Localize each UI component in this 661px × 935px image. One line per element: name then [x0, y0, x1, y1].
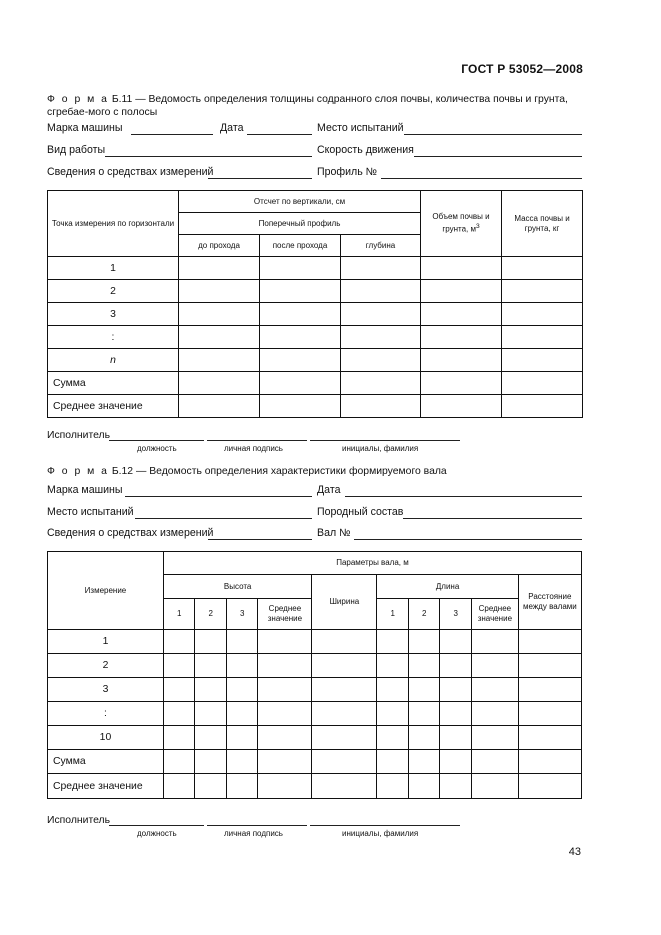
position-caption: должность	[137, 444, 177, 453]
table-cell[interactable]	[341, 372, 421, 395]
signature-caption: личная подпись	[224, 829, 283, 838]
table-cell[interactable]	[440, 630, 472, 654]
table-cell[interactable]	[518, 654, 581, 678]
table-cell[interactable]	[518, 630, 581, 654]
table-cell[interactable]	[226, 702, 258, 726]
table-cell[interactable]	[312, 630, 377, 654]
table-cell[interactable]	[163, 726, 195, 750]
table-cell[interactable]	[502, 372, 583, 395]
table-cell[interactable]	[440, 654, 472, 678]
col-header-volume	[421, 191, 502, 257]
table-cell[interactable]	[179, 372, 260, 395]
shaft-label: Вал №	[317, 527, 351, 539]
col-header-after: после прохода	[260, 235, 341, 257]
row-label: 3	[48, 303, 179, 326]
row-label: 2	[48, 280, 179, 303]
table-cell[interactable]	[440, 702, 472, 726]
table-cell[interactable]	[377, 630, 409, 654]
table-cell[interactable]	[408, 774, 440, 799]
col-header-vertical: Отсчет по вертикали, см	[179, 191, 421, 213]
table-cell[interactable]	[502, 349, 583, 372]
executor-label: Исполнитель	[47, 430, 110, 441]
table-cell[interactable]	[163, 774, 195, 799]
table-cell[interactable]	[179, 349, 260, 372]
table-cell[interactable]	[258, 654, 312, 678]
table-cell[interactable]	[518, 678, 581, 702]
name-caption: инициалы, фамилия	[342, 444, 419, 453]
volume-superscript: 3	[476, 223, 480, 231]
table-cell[interactable]	[408, 630, 440, 654]
table-cell[interactable]	[518, 702, 581, 726]
signature-caption: личная подпись	[224, 444, 283, 453]
table-cell[interactable]	[179, 326, 260, 349]
table-cell[interactable]	[226, 630, 258, 654]
row-label-mean: Среднее значение	[48, 395, 179, 418]
table-cell[interactable]	[260, 280, 341, 303]
table-cell[interactable]	[226, 774, 258, 799]
place-label: Место испытаний	[317, 122, 404, 134]
table-cell[interactable]	[312, 726, 377, 750]
table-cell[interactable]	[312, 654, 377, 678]
col-header-params: Параметры вала, м	[163, 552, 581, 575]
table-cell[interactable]	[195, 726, 227, 750]
row-label: 1	[48, 257, 179, 280]
date-field[interactable]	[345, 496, 582, 497]
table-cell[interactable]	[258, 750, 312, 774]
table-cell[interactable]	[518, 750, 581, 774]
row-label: 1	[48, 630, 164, 654]
place-label: Место испытаний	[47, 506, 134, 518]
row-label: 2	[48, 654, 164, 678]
work-type-field[interactable]	[105, 156, 312, 157]
col-header-height-3: 3	[226, 599, 258, 630]
table-cell[interactable]	[502, 395, 583, 418]
table-cell[interactable]	[377, 774, 409, 799]
col-header-height-1: 1	[163, 599, 195, 630]
date-label: Дата	[220, 122, 244, 134]
form-b11-fields-row-1	[47, 122, 582, 138]
row-label-mean: Среднее значение	[48, 774, 164, 799]
row-label-sum: Сумма	[48, 750, 164, 774]
position-field[interactable]	[109, 440, 204, 441]
document-standard-number: ГОСТ Р 53052—2008	[461, 62, 583, 76]
table-cell[interactable]	[421, 303, 502, 326]
row-label-sum: Сумма	[48, 372, 179, 395]
row-label: :	[48, 326, 179, 349]
table-row	[48, 654, 582, 678]
table-row-mean	[48, 774, 582, 799]
col-header-length-1: 1	[377, 599, 409, 630]
instruments-label: Сведения о средствах измерений	[47, 166, 214, 178]
table-cell[interactable]	[471, 630, 518, 654]
work-type-label: Вид работы	[47, 144, 106, 156]
form-b12-fields-row-1	[47, 484, 582, 500]
table-cell[interactable]	[421, 349, 502, 372]
table-cell[interactable]	[471, 750, 518, 774]
form-b11-table	[47, 190, 583, 418]
table-cell[interactable]	[408, 726, 440, 750]
table-cell[interactable]	[226, 678, 258, 702]
table-cell[interactable]	[195, 630, 227, 654]
place-field[interactable]	[135, 518, 312, 519]
table-cell[interactable]	[260, 326, 341, 349]
machine-label: Марка машины	[47, 122, 123, 134]
form-title-text: Б.11 — Ведомость определения толщины содранного слоя почвы, количества почвы и грунта, сгребае-мого с полосы	[47, 94, 568, 118]
table-row	[48, 630, 582, 654]
table-cell[interactable]	[377, 702, 409, 726]
signature-field[interactable]	[207, 440, 307, 441]
form-b12-table	[47, 551, 582, 799]
form-label: Ф о р м а	[47, 94, 109, 105]
machine-field[interactable]	[131, 134, 213, 135]
col-header-depth: глубина	[341, 235, 421, 257]
table-cell[interactable]	[440, 750, 472, 774]
table-cell[interactable]	[260, 257, 341, 280]
shaft-field[interactable]	[354, 539, 582, 540]
table-cell[interactable]	[502, 303, 583, 326]
row-label: n	[48, 349, 179, 372]
table-cell[interactable]	[258, 630, 312, 654]
table-cell[interactable]	[179, 395, 260, 418]
table-cell[interactable]	[226, 726, 258, 750]
table-cell[interactable]	[163, 750, 195, 774]
table-cell[interactable]	[226, 654, 258, 678]
table-row	[48, 678, 582, 702]
table-row	[48, 702, 582, 726]
place-field[interactable]	[404, 134, 582, 135]
name-field[interactable]	[310, 825, 460, 826]
col-header-profile: Поперечный профиль	[179, 213, 421, 235]
form-label: Ф о р м а	[47, 466, 109, 477]
table-cell[interactable]	[260, 303, 341, 326]
table-cell[interactable]	[179, 257, 260, 280]
form-b12-title	[47, 465, 587, 478]
rock-field[interactable]	[403, 518, 582, 519]
table-cell[interactable]	[260, 372, 341, 395]
table-row	[48, 280, 583, 303]
form-b11-signature	[47, 428, 477, 458]
table-row	[48, 349, 583, 372]
table-cell[interactable]	[408, 702, 440, 726]
table-cell[interactable]	[421, 372, 502, 395]
signature-field[interactable]	[207, 825, 307, 826]
col-header-length-2: 2	[408, 599, 440, 630]
executor-label: Исполнитель	[47, 815, 110, 826]
col-header-length-mean: Среднее значение	[471, 599, 518, 630]
table-cell[interactable]	[195, 654, 227, 678]
table-cell[interactable]	[502, 326, 583, 349]
table-row	[48, 257, 583, 280]
page-number: 43	[568, 846, 581, 858]
table-cell[interactable]	[377, 678, 409, 702]
table-cell[interactable]	[163, 678, 195, 702]
machine-label: Марка машины	[47, 484, 123, 496]
table-cell[interactable]	[163, 654, 195, 678]
table-row-sum	[48, 750, 582, 774]
table-cell[interactable]	[440, 774, 472, 799]
col-header-width: Ширина	[312, 575, 377, 630]
table-cell[interactable]	[471, 702, 518, 726]
col-header-measurement: Измерение	[48, 552, 164, 630]
table-cell[interactable]	[258, 774, 312, 799]
table-cell[interactable]	[377, 726, 409, 750]
form-b11-fields-row-2	[47, 144, 582, 160]
table-cell[interactable]	[195, 774, 227, 799]
position-caption: должность	[137, 829, 177, 838]
volume-text: Объем почвы и грунта, м	[432, 212, 490, 234]
table-row	[48, 726, 582, 750]
table-cell[interactable]	[341, 395, 421, 418]
table-row-sum	[48, 372, 583, 395]
table-cell[interactable]	[226, 750, 258, 774]
table-cell[interactable]	[471, 774, 518, 799]
table-cell[interactable]	[421, 326, 502, 349]
table-cell[interactable]	[471, 678, 518, 702]
form-b11-fields-row-3	[47, 166, 582, 182]
table-cell[interactable]	[341, 326, 421, 349]
table-cell[interactable]	[163, 630, 195, 654]
table-row-mean	[48, 395, 583, 418]
col-header-mass: Масса почвы и грунта, кг	[502, 191, 583, 257]
table-cell[interactable]	[408, 678, 440, 702]
col-header-height: Высота	[163, 575, 311, 599]
table-cell[interactable]	[471, 654, 518, 678]
table-cell[interactable]	[408, 654, 440, 678]
machine-field[interactable]	[125, 496, 312, 497]
instruments-field[interactable]	[208, 178, 312, 179]
table-cell[interactable]	[312, 702, 377, 726]
col-header-distance: Расстояние между валами	[518, 575, 581, 630]
form-b11-title	[47, 93, 587, 119]
table-cell[interactable]	[502, 280, 583, 303]
table-cell[interactable]	[163, 702, 195, 726]
instruments-field[interactable]	[208, 539, 312, 540]
table-cell[interactable]	[258, 726, 312, 750]
table-cell[interactable]	[341, 303, 421, 326]
col-header-height-mean: Среднее значение	[258, 599, 312, 630]
name-caption: инициалы, фамилия	[342, 829, 419, 838]
table-cell[interactable]	[260, 349, 341, 372]
table-cell[interactable]	[195, 750, 227, 774]
profile-field[interactable]	[381, 178, 582, 179]
form-b12-fields-row-2	[47, 506, 582, 522]
speed-field[interactable]	[414, 156, 582, 157]
position-field[interactable]	[109, 825, 204, 826]
date-label: Дата	[317, 484, 341, 496]
row-label: :	[48, 702, 164, 726]
col-header-length: Длина	[377, 575, 518, 599]
table-cell[interactable]	[179, 280, 260, 303]
name-field[interactable]	[310, 440, 460, 441]
speed-label: Скорость движения	[317, 144, 414, 156]
table-cell[interactable]	[312, 750, 377, 774]
form-b12-fields-row-3	[47, 527, 582, 543]
profile-label: Профиль №	[317, 166, 378, 178]
table-row	[48, 303, 583, 326]
table-row	[48, 326, 583, 349]
row-label: 10	[48, 726, 164, 750]
table-cell[interactable]	[195, 678, 227, 702]
table-cell[interactable]	[471, 726, 518, 750]
col-header-length-3: 3	[440, 599, 472, 630]
instruments-label: Сведения о средствах измерений	[47, 527, 214, 539]
table-cell[interactable]	[341, 280, 421, 303]
table-cell[interactable]	[312, 774, 377, 799]
form-title-text: Б.12 — Ведомость определения характеристики формируемого вала	[108, 466, 447, 477]
table-cell[interactable]	[341, 349, 421, 372]
table-cell[interactable]	[421, 280, 502, 303]
table-cell[interactable]	[195, 702, 227, 726]
table-cell[interactable]	[518, 726, 581, 750]
table-cell[interactable]	[440, 726, 472, 750]
table-cell[interactable]	[502, 257, 583, 280]
table-cell[interactable]	[179, 303, 260, 326]
table-cell[interactable]	[408, 750, 440, 774]
table-cell[interactable]	[377, 750, 409, 774]
row-label: 3	[48, 678, 164, 702]
table-cell[interactable]	[260, 395, 341, 418]
table-cell[interactable]	[312, 678, 377, 702]
col-header-before: до прохода	[179, 235, 260, 257]
table-cell[interactable]	[341, 257, 421, 280]
rock-label: Породный состав	[317, 506, 404, 518]
table-cell[interactable]	[258, 678, 312, 702]
table-cell[interactable]	[377, 654, 409, 678]
table-cell[interactable]	[518, 774, 581, 799]
table-cell[interactable]	[421, 257, 502, 280]
form-b12-signature	[47, 813, 477, 843]
date-field[interactable]	[247, 134, 312, 135]
table-cell[interactable]	[440, 678, 472, 702]
table-cell[interactable]	[421, 395, 502, 418]
col-header-point: Точка измерения по горизонтали	[48, 191, 179, 257]
table-cell[interactable]	[258, 702, 312, 726]
col-header-height-2: 2	[195, 599, 227, 630]
